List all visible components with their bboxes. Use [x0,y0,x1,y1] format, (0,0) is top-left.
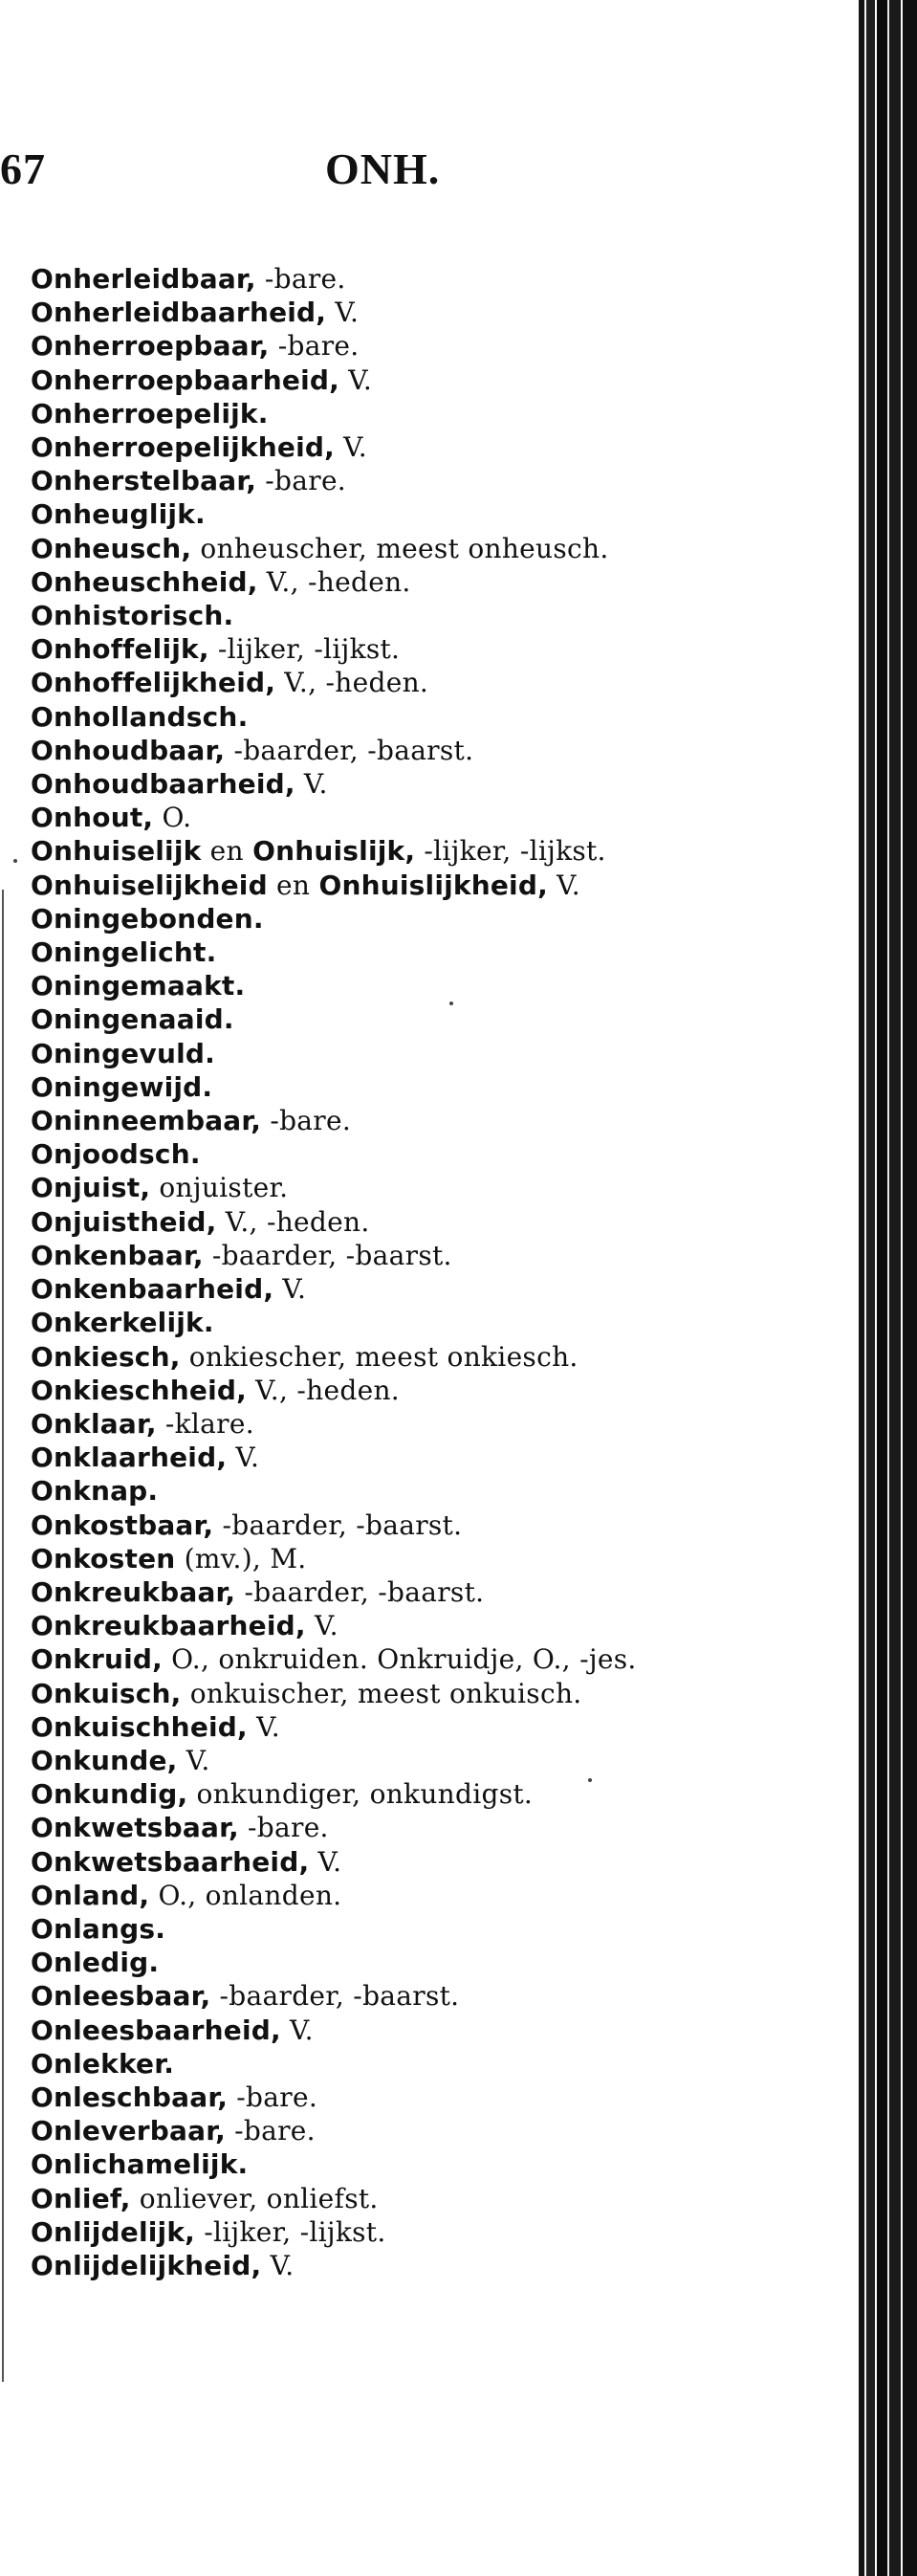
entry-definition: V. [227,1442,260,1474]
entry-headword: Onhoudbaarheid, [31,768,295,801]
entry-headword: Onjuistheid, [31,1205,217,1238]
entry-headword: Onknap. [31,1475,159,1508]
dictionary-entry [31,1340,719,1374]
print-speck [588,1778,592,1782]
entry-headword: Oningebonden. [31,902,264,935]
dictionary-entry [31,1777,719,1811]
entry-definition: V. [309,1845,342,1878]
entry-definition: V. [305,1610,338,1642]
entry-definition: -bare. [255,263,346,295]
dictionary-entry [31,632,719,666]
dictionary-entry [31,767,719,801]
entry-headword: Onkundig, [31,1778,188,1811]
entry-definition: V., -heden. [216,1205,370,1238]
entry-definition: (mv.), M. [175,1542,307,1574]
dictionary-entry [31,700,719,734]
entry-headword: Onhoffelijkheid, [31,667,276,699]
entry-headword: Onkostbaar, [31,1508,214,1541]
entry-headword: Onhoudbaar, [31,734,226,766]
entry-headword: Onleschbaar, [31,2081,229,2113]
dictionary-entry [31,1642,719,1676]
entry-definition: onkiescher, meest onkiesch. [180,1340,579,1373]
dictionary-entry [31,1744,719,1777]
entry-headword: Oninneembaar, [31,1105,262,1137]
entry-headword: Onlief, [31,2182,131,2214]
dictionary-entry [31,1272,719,1306]
entry-variant-headword: Onhuislijk, [252,835,416,868]
dictionary-entry [31,2047,719,2081]
entry-definition: -lijker, -lijkst. [415,835,606,868]
entry-headword: Onheuschheid, [31,565,258,598]
dictionary-entry [31,666,719,699]
entry-definition: onkuischer, meest onkuisch. [181,1677,582,1709]
dictionary-entry [31,936,719,969]
entry-definition: -baarder, -baarst. [213,1508,463,1541]
entry-definition: V. [261,2249,295,2281]
print-speck [449,1002,453,1005]
entry-headword: Onkruid, [31,1643,163,1676]
entry-definition: -bare. [269,330,360,363]
dictionary-entry [31,2215,719,2249]
dictionary-entry [31,296,719,329]
dictionary-entry [31,1912,719,1946]
dictionary-entry [31,464,719,497]
entry-definition: onheuscher, meest onheusch. [191,532,609,564]
entry-definition: onliever, onliefst. [130,2182,379,2214]
dictionary-entry [31,1002,719,1036]
entry-headword: Onhollandsch. [31,700,249,733]
page-number: 67 [0,144,46,193]
entry-definition: V. [334,431,367,464]
entry-definition: V. [326,297,360,329]
entry-headword: Onherleidbaarheid, [31,297,327,329]
entry-headword: Onhuiselijkheid [31,869,268,901]
entry-headword: Onkunde, [31,1744,178,1776]
dictionary-entry [31,1677,719,1710]
entry-definition: V. [547,869,580,901]
entry-headword: Onkwetsbaarheid, [31,1845,310,1878]
dictionary-entry [31,1407,719,1441]
entry-definition: -bare. [261,1105,352,1137]
dictionary-entry [31,1239,719,1272]
entry-headword: Onherstelbaar, [31,465,257,497]
entry-headword: Onlijdelijkheid, [31,2249,262,2281]
entry-headword: Onleesbaarheid, [31,2014,281,2046]
entry-headword: Oningenaaid. [31,1003,234,1036]
entry-headword: Onkieschheid, [31,1374,247,1406]
entry-headword: Onkiesch, [31,1340,181,1373]
running-head: ONH. [325,144,441,193]
entry-definition: -bare. [228,2081,318,2113]
entry-definition: onjuister. [150,1172,289,1204]
entry-definition: -bare. [256,465,347,497]
dictionary-entry [31,565,719,599]
entry-headword: Onheusch, [31,532,192,564]
entry-headword: Onherroepbaarheid, [31,363,339,396]
dictionary-entry [31,734,719,767]
dictionary-entry [31,2182,719,2215]
dictionary-entry [31,2249,719,2282]
dictionary-entry-list [31,262,719,2282]
entry-definition: -baarder, -baarst. [210,1980,460,2013]
entry-definition: onkundiger, onkundigst. [187,1778,534,1811]
dictionary-entry [31,1205,719,1239]
entry-headword: Onkerkelijk. [31,1307,214,1339]
dictionary-entry [31,1811,719,1844]
entry-headword: Onhistorisch. [31,600,234,632]
entry-headword: Onkreukbaar, [31,1575,236,1608]
dictionary-entry [31,1137,719,1171]
entry-headword: Onledig. [31,1947,160,1979]
dictionary-entry [31,1441,719,1474]
dictionary-entry [31,2081,719,2114]
print-speck [13,859,17,863]
entry-definition: V. [295,768,328,801]
entry-definition: -klare. [156,1407,254,1440]
entry-headword: Onlichamelijk. [31,2148,249,2181]
entry-variant-headword: Onhuislijkheid, [318,869,548,901]
dictionary-entry [31,834,719,868]
entry-headword: Onhuiselijk [31,835,202,868]
dictionary-entry [31,1542,719,1575]
dictionary-entry [31,2147,719,2181]
entry-definition: V. [273,1273,307,1306]
dictionary-entry [31,801,719,834]
entry-headword: Oningewijd. [31,1070,213,1103]
entry-definition: V. [247,1710,280,1743]
entry-headword: Onkwetsbaar, [31,1812,239,1844]
entry-definition: -lijker, -lijkst. [208,633,401,666]
entry-definition: -bare. [238,1812,329,1844]
entry-definition: O., onkruiden. Onkruidje, O., -jes. [162,1643,637,1676]
entry-headword: Onhoffelijk, [31,633,209,666]
entry-headword: Onkreukbaarheid, [31,1610,306,1642]
dictionary-entry [31,1575,719,1609]
entry-headword: Onkuisch, [31,1677,182,1709]
entry-headword: Onleverbaar, [31,2115,226,2147]
margin-rule [2,890,4,2382]
dictionary-entry [31,1306,719,1339]
dictionary-entry [31,599,719,632]
dictionary-entry [31,329,719,363]
entry-headword: Onkenbaar, [31,1239,204,1271]
entry-headword: Oningemaakt. [31,970,246,1002]
dictionary-entry [31,1374,719,1407]
entry-headword: Oningelicht. [31,936,217,969]
dictionary-entry [31,1946,719,1979]
book-spine-edge [859,0,917,2576]
dictionary-entry [31,1104,719,1137]
entry-headword: Onjoodsch. [31,1138,201,1171]
entry-definition: V., -heden. [275,667,429,699]
dictionary-entry [31,2114,719,2147]
entry-headword: Onlijdelijk, [31,2215,196,2248]
entry-headword: Onheuglijk. [31,498,206,531]
dictionary-entry [31,1070,719,1104]
dictionary-entry [31,1710,719,1744]
entry-definition: V. [339,363,373,396]
dictionary-entry [31,1879,719,1912]
entry-definition: en [267,869,319,901]
dictionary-entry [31,1845,719,1879]
entry-definition: V., -heden. [257,565,411,598]
dictionary-entry [31,1037,719,1070]
entry-headword: Onherroepbaar, [31,330,270,363]
entry-headword: Onhout, [31,802,154,834]
dictionary-entry [31,497,719,531]
dictionary-entry [31,363,719,397]
entry-headword: Onkuischheid, [31,1710,248,1743]
entry-definition: en [201,835,253,868]
dictionary-entry [31,1609,719,1642]
entry-headword: Onland, [31,1879,150,1911]
entry-definition: -bare. [225,2115,316,2147]
dictionary-entry [31,869,719,902]
dictionary-entry [31,1979,719,2013]
entry-headword: Onkenbaarheid, [31,1273,274,1306]
dictionary-entry [31,1508,719,1542]
entry-definition: V. [177,1744,210,1776]
entry-definition: -baarder, -baarst. [235,1575,485,1608]
entry-headword: Oningevuld. [31,1037,215,1069]
entry-headword: Onherroepelijk. [31,397,269,429]
dictionary-entry [31,902,719,936]
entry-headword: Onherroepelijkheid, [31,431,335,464]
entry-definition: -baarder, -baarst. [203,1239,452,1271]
entry-headword: Onklaar, [31,1407,157,1440]
entry-definition: O. [153,802,192,834]
entry-definition: V. [280,2014,314,2046]
entry-definition: O., onlanden. [149,1879,342,1911]
entry-headword: Onkosten [31,1542,176,1574]
dictionary-entry [31,532,719,565]
dictionary-entry [31,1474,719,1508]
dictionary-entry [31,2014,719,2047]
dictionary-entry [31,262,719,296]
dictionary-entry [31,1171,719,1204]
entry-headword: Onjuist, [31,1172,151,1204]
entry-headword: Onleesbaar, [31,1980,211,2013]
dictionary-entry [31,430,719,464]
entry-headword: Onlangs. [31,1912,166,1945]
entry-definition: V., -heden. [246,1374,400,1406]
entry-headword: Onklaarheid, [31,1442,228,1474]
entry-definition: -baarder, -baarst. [225,734,474,766]
dictionary-entry [31,969,719,1002]
entry-definition: -lijker, -lijkst. [195,2215,386,2248]
entry-headword: Onherleidbaar, [31,263,256,295]
dictionary-entry [31,397,719,430]
entry-headword: Onlekker. [31,2047,175,2080]
